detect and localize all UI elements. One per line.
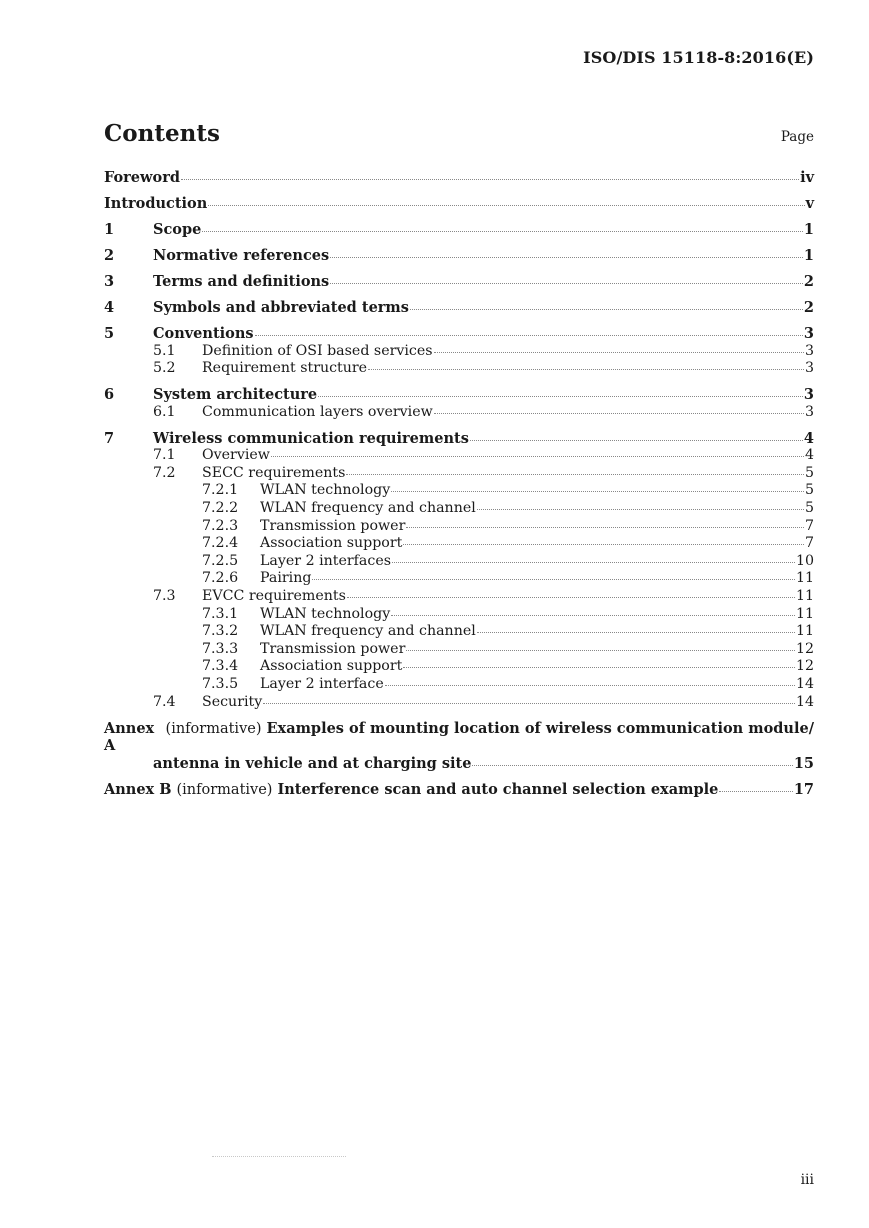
annex-prefix: Annex A — [104, 719, 155, 755]
dot-leader — [385, 685, 795, 686]
toc-entry-page: 1 — [803, 246, 814, 264]
toc-entry-page: 11 — [795, 605, 814, 622]
dot-leader — [434, 352, 804, 353]
toc-entry-label: Wireless communication requirements — [153, 429, 469, 447]
toc-entry-label: Transmission power — [260, 640, 406, 657]
toc-entry-number: 7.2.1 — [202, 482, 239, 499]
dot-leader — [347, 597, 795, 598]
toc-entry-label: Pairing — [260, 570, 312, 587]
toc-entry-number: 7.4 — [153, 693, 176, 710]
dot-leader — [434, 413, 804, 414]
toc-entry-number: 5 — [104, 324, 115, 342]
toc-entry-number: 5.1 — [153, 342, 176, 359]
toc-entry-label: SECC requirements — [202, 464, 346, 481]
dot-leader — [477, 509, 804, 510]
toc-entry-number: 7.2 — [153, 464, 176, 481]
toc-entry-number: 6 — [104, 386, 115, 404]
toc-entry-label: System architecture — [153, 386, 318, 404]
dot-leader — [403, 544, 804, 545]
toc-entry[interactable] — [104, 273, 814, 291]
dot-leader — [470, 440, 803, 441]
toc-entry-page: v — [805, 194, 814, 212]
toc-entry-label: Layer 2 interface — [260, 675, 384, 692]
toc-entry[interactable] — [104, 658, 814, 676]
toc-entry-label: Transmission power — [260, 517, 406, 534]
toc-entry-label: Normative references — [153, 246, 330, 264]
toc-entry-label: Association support — [260, 658, 403, 675]
dot-leader — [330, 257, 803, 258]
toc-entry-page: 3 — [803, 324, 814, 342]
dot-leader — [330, 283, 803, 284]
toc-entry-label: Requirement structure — [202, 360, 368, 377]
dot-leader — [208, 205, 804, 206]
toc-entry-number: 5.2 — [153, 360, 176, 377]
dot-leader — [719, 791, 792, 792]
toc-entry[interactable] — [104, 553, 814, 571]
toc-entry[interactable] — [104, 404, 814, 422]
dot-leader — [410, 309, 803, 310]
toc-entry[interactable] — [104, 430, 814, 448]
contents-title: Contents — [104, 120, 220, 147]
dot-leader — [263, 703, 795, 704]
toc-entry-page: 5 — [804, 464, 814, 481]
toc-entry-page: 2 — [803, 298, 814, 316]
toc-entry-number: 6.1 — [153, 403, 176, 420]
dot-leader — [181, 179, 799, 180]
contents-title-row — [104, 120, 814, 147]
toc-entry-number: 7.2.2 — [202, 500, 239, 517]
toc-entry-page: 4 — [803, 429, 814, 447]
document-id-header: ISO/DIS 15118-8:2016(E) — [583, 48, 814, 67]
toc-entry-label: WLAN frequency and channel — [260, 500, 476, 517]
toc-entry-label: Security — [202, 693, 263, 710]
dot-leader — [312, 579, 794, 580]
toc-entry-label: WLAN technology — [260, 482, 391, 499]
annex-title: Examples of mounting location of wireless communication module/ — [266, 719, 814, 737]
toc-entry[interactable] — [104, 482, 814, 500]
toc-entry-number: 3 — [104, 272, 115, 290]
toc-entry[interactable] — [104, 570, 814, 588]
toc-entry-number: 7.2.6 — [202, 570, 239, 587]
toc-entry-page: 12 — [795, 658, 814, 675]
toc-entry-label: Terms and definitions — [153, 272, 330, 290]
toc-entry-page: 7 — [804, 517, 814, 534]
toc-entry-label: Foreword — [104, 169, 180, 186]
toc-entry-page: 12 — [795, 640, 814, 657]
toc-entry-label: EVCC requirements — [202, 588, 346, 604]
dot-leader — [255, 335, 803, 336]
toc-entry-number: 7.2.5 — [202, 552, 239, 569]
page-column-label: Page — [780, 129, 814, 145]
dot-leader — [391, 491, 804, 492]
toc-entry-page: 7 — [804, 535, 814, 552]
toc-entry-page: 14 — [795, 675, 814, 692]
toc-entry-label: Definition of OSI based services — [202, 342, 433, 359]
toc-entry-label: Symbols and abbreviated terms — [153, 298, 409, 316]
annex-title: Interference scan and auto channel selection example — [277, 780, 719, 798]
toc-entry[interactable] — [104, 299, 814, 317]
toc-entry[interactable] — [104, 343, 814, 361]
toc-entry-page: 11 — [795, 623, 814, 640]
toc-entry[interactable] — [104, 623, 814, 641]
toc-entry-number: 2 — [104, 246, 115, 264]
toc-annex-entry[interactable] — [104, 781, 814, 800]
toc-entry-page: 1 — [803, 220, 814, 238]
toc-entry-label: Scope — [153, 220, 202, 238]
toc-entry-label: Layer 2 interfaces — [260, 552, 392, 569]
annex-prefix: Annex B — [104, 780, 172, 798]
footer-dotted-mark — [212, 1156, 346, 1157]
toc-entry-page: 5 — [804, 500, 814, 517]
toc-entry[interactable] — [104, 518, 814, 536]
toc-entry-number: 7.3.2 — [202, 623, 239, 640]
dot-leader — [406, 527, 804, 528]
toc-entry[interactable] — [104, 325, 814, 343]
dot-leader — [472, 765, 792, 766]
toc-entry[interactable] — [104, 169, 814, 187]
toc-entry[interactable] — [104, 588, 814, 606]
dot-leader — [392, 562, 795, 563]
toc-entry-label: WLAN frequency and channel — [260, 623, 476, 640]
toc-entry-page: 11 — [795, 588, 814, 604]
toc-entry-page: 3 — [804, 403, 814, 420]
toc-entry-page: 3 — [804, 342, 814, 359]
toc-entry-page: 5 — [804, 482, 814, 499]
toc-annex-entry[interactable] — [104, 720, 814, 773]
dot-leader — [391, 615, 795, 616]
toc-entry[interactable] — [104, 447, 814, 465]
toc-entry-number: 7 — [104, 429, 115, 447]
dot-leader — [368, 369, 804, 370]
toc-entry-number: 7.3.3 — [202, 640, 239, 657]
annex-page: 17 — [793, 780, 814, 798]
toc-entry-label: Introduction — [104, 194, 208, 212]
dot-leader — [318, 396, 803, 397]
toc-entry-label: Conventions — [153, 324, 254, 342]
toc-entry[interactable] — [104, 195, 814, 213]
toc-entry-page: 11 — [795, 570, 814, 587]
toc-entry[interactable] — [104, 606, 814, 624]
toc-entry-number: 7.3.4 — [202, 658, 239, 675]
toc-entry-number: 1 — [104, 220, 115, 238]
toc-entry-page: 4 — [804, 447, 814, 464]
toc-entry-number: 7.1 — [153, 447, 176, 464]
toc-entry[interactable] — [104, 386, 814, 404]
table-of-contents — [104, 169, 814, 799]
toc-entry-label: Communication layers overview — [202, 403, 433, 420]
toc-entry-label: Overview — [202, 447, 270, 464]
annex-title-continued: antenna in vehicle and at charging site — [153, 754, 472, 772]
dot-leader — [271, 456, 804, 457]
toc-entry[interactable] — [104, 694, 814, 712]
dot-leader — [406, 650, 795, 651]
footer-page-number: iii — [800, 1172, 814, 1188]
toc-entry[interactable] — [104, 247, 814, 265]
toc-entry-label: WLAN technology — [260, 605, 391, 622]
dot-leader — [346, 474, 804, 475]
toc-entry-page: 3 — [803, 386, 814, 404]
toc-entry-number: 7.3 — [153, 588, 176, 604]
toc-entry-page: 10 — [795, 552, 814, 569]
toc-entry[interactable] — [104, 676, 814, 694]
toc-entry-page: iv — [800, 169, 814, 186]
dot-leader — [403, 667, 795, 668]
toc-entry[interactable] — [104, 465, 814, 483]
dot-leader — [477, 632, 795, 633]
toc-entry-number: 7.3.5 — [202, 675, 239, 692]
annex-type: (informative) — [176, 781, 273, 798]
toc-entry[interactable] — [104, 500, 814, 518]
toc-entry-page: 2 — [803, 272, 814, 290]
annex-page: 15 — [793, 754, 814, 772]
toc-entry-label: Association support — [260, 535, 403, 552]
toc-entry[interactable] — [104, 221, 814, 239]
toc-entry[interactable] — [104, 360, 814, 378]
toc-entry[interactable] — [104, 641, 814, 659]
dot-leader — [202, 231, 803, 232]
toc-entry-number: 7.2.4 — [202, 535, 239, 552]
toc-entry-page: 14 — [795, 693, 814, 710]
toc-entry[interactable] — [104, 535, 814, 553]
annex-type: (informative) — [165, 720, 262, 737]
toc-entry-number: 4 — [104, 298, 115, 316]
toc-entry-number: 7.2.3 — [202, 517, 239, 534]
toc-entry-page: 3 — [804, 360, 814, 377]
toc-entry-number: 7.3.1 — [202, 605, 239, 622]
